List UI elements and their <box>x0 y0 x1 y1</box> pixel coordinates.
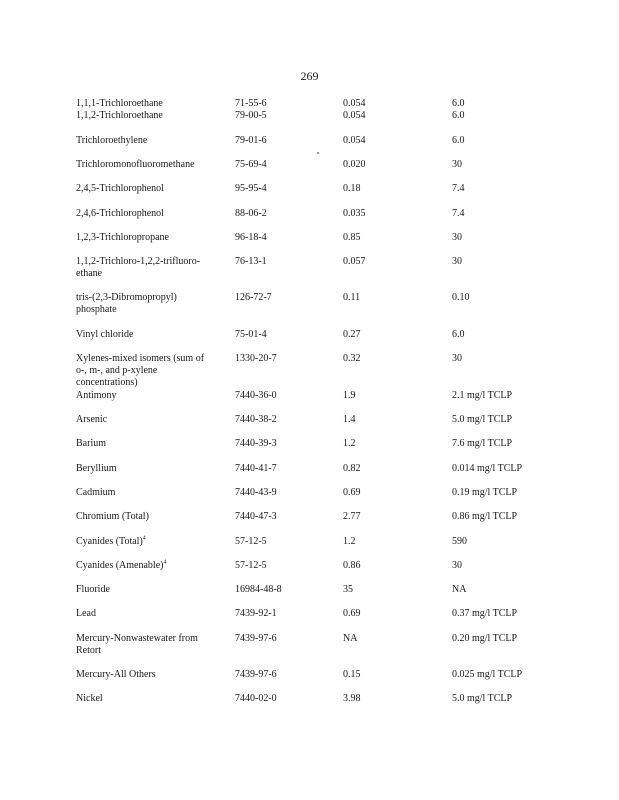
cas-number: 75-01-4 <box>235 329 267 340</box>
nonwastewater-standard: 0.10 <box>452 292 470 303</box>
nonwastewater-standard: 7.4 <box>452 208 465 219</box>
constituent-name <box>76 353 216 389</box>
cas-number: 7440-02-0 <box>235 693 277 704</box>
wastewater-standard: 35 <box>343 584 353 595</box>
constituent-name-text: Vinyl chloride <box>76 329 134 340</box>
wastewater-standard: 0.035 <box>343 208 366 219</box>
cas-number: 96-18-4 <box>235 232 267 243</box>
wastewater-standard: 2.77 <box>343 511 361 522</box>
nonwastewater-standard: 5.0 mg/l TCLP <box>452 693 513 704</box>
cas-number: 7439-97-6 <box>235 633 277 644</box>
nonwastewater-standard: 6.0 <box>452 98 465 109</box>
constituent-name <box>76 390 216 402</box>
table-row <box>0 438 619 466</box>
constituent-name-text: Fluoride <box>76 584 110 595</box>
nonwastewater-standard: NA <box>452 584 467 595</box>
nonwastewater-standard: 0.025 mg/l TCLP <box>452 669 523 680</box>
constituent-name-text: Chromium (Total) <box>76 511 149 522</box>
cas-number: 7440-47-3 <box>235 511 277 522</box>
constituent-name-text: Trichloromonofluoromethane <box>76 159 195 170</box>
constituent-name-text: 2,4,5-Trichlorophenol <box>76 183 164 194</box>
nonwastewater-standard: 30 <box>452 232 462 243</box>
cas-number: 7440-43-9 <box>235 487 277 498</box>
cas-number: 57-12-5 <box>235 560 267 571</box>
nonwastewater-standard: 2.1 mg/l TCLP <box>452 390 513 401</box>
table-row <box>0 183 619 211</box>
constituent-name <box>76 693 216 705</box>
constituent-name <box>76 536 216 548</box>
constituent-name-text: Antimony <box>76 390 117 401</box>
constituent-name <box>76 608 216 620</box>
constituent-name-text: Trichloroethylene <box>76 135 148 146</box>
constituent-name-text: Mercury-All Others <box>76 669 156 680</box>
constituent-name-text: Cyanides (Total) <box>76 536 143 547</box>
nonwastewater-standard: 0.86 mg/l TCLP <box>452 511 518 522</box>
wastewater-standard: 0.15 <box>343 669 361 680</box>
constituent-name <box>76 98 216 110</box>
cas-number: 7440-39-3 <box>235 438 277 449</box>
wastewater-standard: 0.11 <box>343 292 361 303</box>
nonwastewater-standard: 0.014 mg/l TCLP <box>452 463 523 474</box>
constituent-name <box>76 669 216 681</box>
nonwastewater-standard: 30 <box>452 256 462 267</box>
wastewater-standard: NA <box>343 633 358 644</box>
constituent-name-text: 1,1,2-Trichloroethane <box>76 110 163 121</box>
nonwastewater-standard: 6.0 <box>452 110 465 121</box>
constituent-name <box>76 329 216 341</box>
wastewater-standard: 0.32 <box>343 353 361 364</box>
constituent-name <box>76 183 216 195</box>
constituent-name-text: 1,1,2-Trichloro-1,2,2-trifluoro-ethane <box>76 256 201 279</box>
constituent-name <box>76 110 216 122</box>
wastewater-standard: 0.18 <box>343 183 361 194</box>
constituent-name <box>76 584 216 596</box>
constituent-name <box>76 487 216 499</box>
constituent-name <box>76 135 216 147</box>
cas-number: 7440-41-7 <box>235 463 277 474</box>
constituent-name-text: Mercury-Nonwastewater from Retort <box>76 633 198 656</box>
footnote-marker: 4 <box>142 535 146 542</box>
wastewater-standard: 0.86 <box>343 560 361 571</box>
nonwastewater-standard: 5.0 mg/l TCLP <box>452 414 513 425</box>
table-row <box>0 693 619 721</box>
cas-number: 71-55-6 <box>235 98 267 109</box>
constituent-name <box>76 414 216 426</box>
page-number: 269 <box>300 69 319 83</box>
wastewater-standard: 0.69 <box>343 487 361 498</box>
wastewater-standard: 3.98 <box>343 693 361 704</box>
constituent-name <box>76 208 216 220</box>
constituent-name-text: Cyanides (Amenable) <box>76 560 164 571</box>
constituent-name-text: 1,1,1-Trichloroethane <box>76 98 163 109</box>
table-row <box>0 633 619 661</box>
table-row <box>0 608 619 636</box>
constituent-name <box>76 232 216 244</box>
wastewater-standard: 0.057 <box>343 256 366 267</box>
wastewater-standard: 0.69 <box>343 608 361 619</box>
cas-number: 7440-38-2 <box>235 414 277 425</box>
cas-number: 7439-92-1 <box>235 608 277 619</box>
nonwastewater-standard: 7.6 mg/l TCLP <box>452 438 513 449</box>
wastewater-standard: 0.82 <box>343 463 361 474</box>
wastewater-standard: 0.054 <box>343 110 366 121</box>
cas-number: 7440-36-0 <box>235 390 277 401</box>
wastewater-standard: 0.054 <box>343 135 366 146</box>
wastewater-standard: 1.2 <box>343 536 356 547</box>
constituent-name-text: 1,2,3-Trichloropropane <box>76 232 169 243</box>
nonwastewater-standard: 30 <box>452 560 462 571</box>
wastewater-standard: 0.020 <box>343 159 366 170</box>
table-row <box>0 511 619 539</box>
constituent-name-text: Xylenes-mixed isomers (sum of o-, m-, and p-xylene concentrations) <box>76 353 205 388</box>
cas-number: 1330-20-7 <box>235 353 277 364</box>
constituent-name-text: Lead <box>76 608 96 619</box>
nonwastewater-standard: 590 <box>452 536 467 547</box>
cas-number: 79-00-5 <box>235 110 267 121</box>
cas-number: 88-06-2 <box>235 208 267 219</box>
wastewater-standard: 0.054 <box>343 98 366 109</box>
table-row <box>0 110 619 138</box>
cas-number: 95-95-4 <box>235 183 267 194</box>
table-row <box>0 292 619 320</box>
nonwastewater-standard: 7.4 <box>452 183 465 194</box>
wastewater-standard: 1.2 <box>343 438 356 449</box>
cas-number: 7439-97-6 <box>235 669 277 680</box>
footnote-marker: 4 <box>163 559 167 566</box>
constituent-name-text: Nickel <box>76 693 103 704</box>
constituent-name-text: tris-(2,3-Dibromopropyl) phosphate <box>76 292 177 315</box>
table-row <box>0 256 619 284</box>
constituent-name <box>76 256 216 280</box>
nonwastewater-standard: 0.37 mg/l TCLP <box>452 608 518 619</box>
nonwastewater-standard: 30 <box>452 353 462 364</box>
nonwastewater-standard: 0.20 mg/l TCLP <box>452 633 518 644</box>
wastewater-standard: 0.27 <box>343 329 361 340</box>
constituent-name-text: Barium <box>76 438 106 449</box>
wastewater-standard: 0.85 <box>343 232 361 243</box>
constituent-name <box>76 463 216 475</box>
cas-number: 79-01-6 <box>235 135 267 146</box>
cas-number: 126-72-7 <box>235 292 272 303</box>
constituent-name <box>76 438 216 450</box>
table-row <box>0 353 619 388</box>
nonwastewater-standard: 0.19 mg/l TCLP <box>452 487 518 498</box>
nonwastewater-standard: 6.0 <box>452 135 465 146</box>
constituent-name <box>76 159 216 171</box>
constituent-name-text: Beryllium <box>76 463 117 474</box>
constituent-name-text: Cadmium <box>76 487 116 498</box>
cas-number: 16984-48-8 <box>235 584 282 595</box>
wastewater-standard: 1.9 <box>343 390 356 401</box>
constituent-name <box>76 292 216 316</box>
nonwastewater-standard: 6.0 <box>452 329 465 340</box>
constituent-name <box>76 560 216 572</box>
constituent-name-text: 2,4,6-Trichlorophenol <box>76 208 164 219</box>
constituent-name <box>76 633 216 657</box>
cas-number: 57-12-5 <box>235 536 267 547</box>
constituent-name <box>76 511 216 523</box>
nonwastewater-standard: 30 <box>452 159 462 170</box>
cas-number: 76-13-1 <box>235 256 267 267</box>
constituent-name-text: Arsenic <box>76 414 108 425</box>
cas-number: 75-69-4 <box>235 159 267 170</box>
wastewater-standard: 1.4 <box>343 414 356 425</box>
